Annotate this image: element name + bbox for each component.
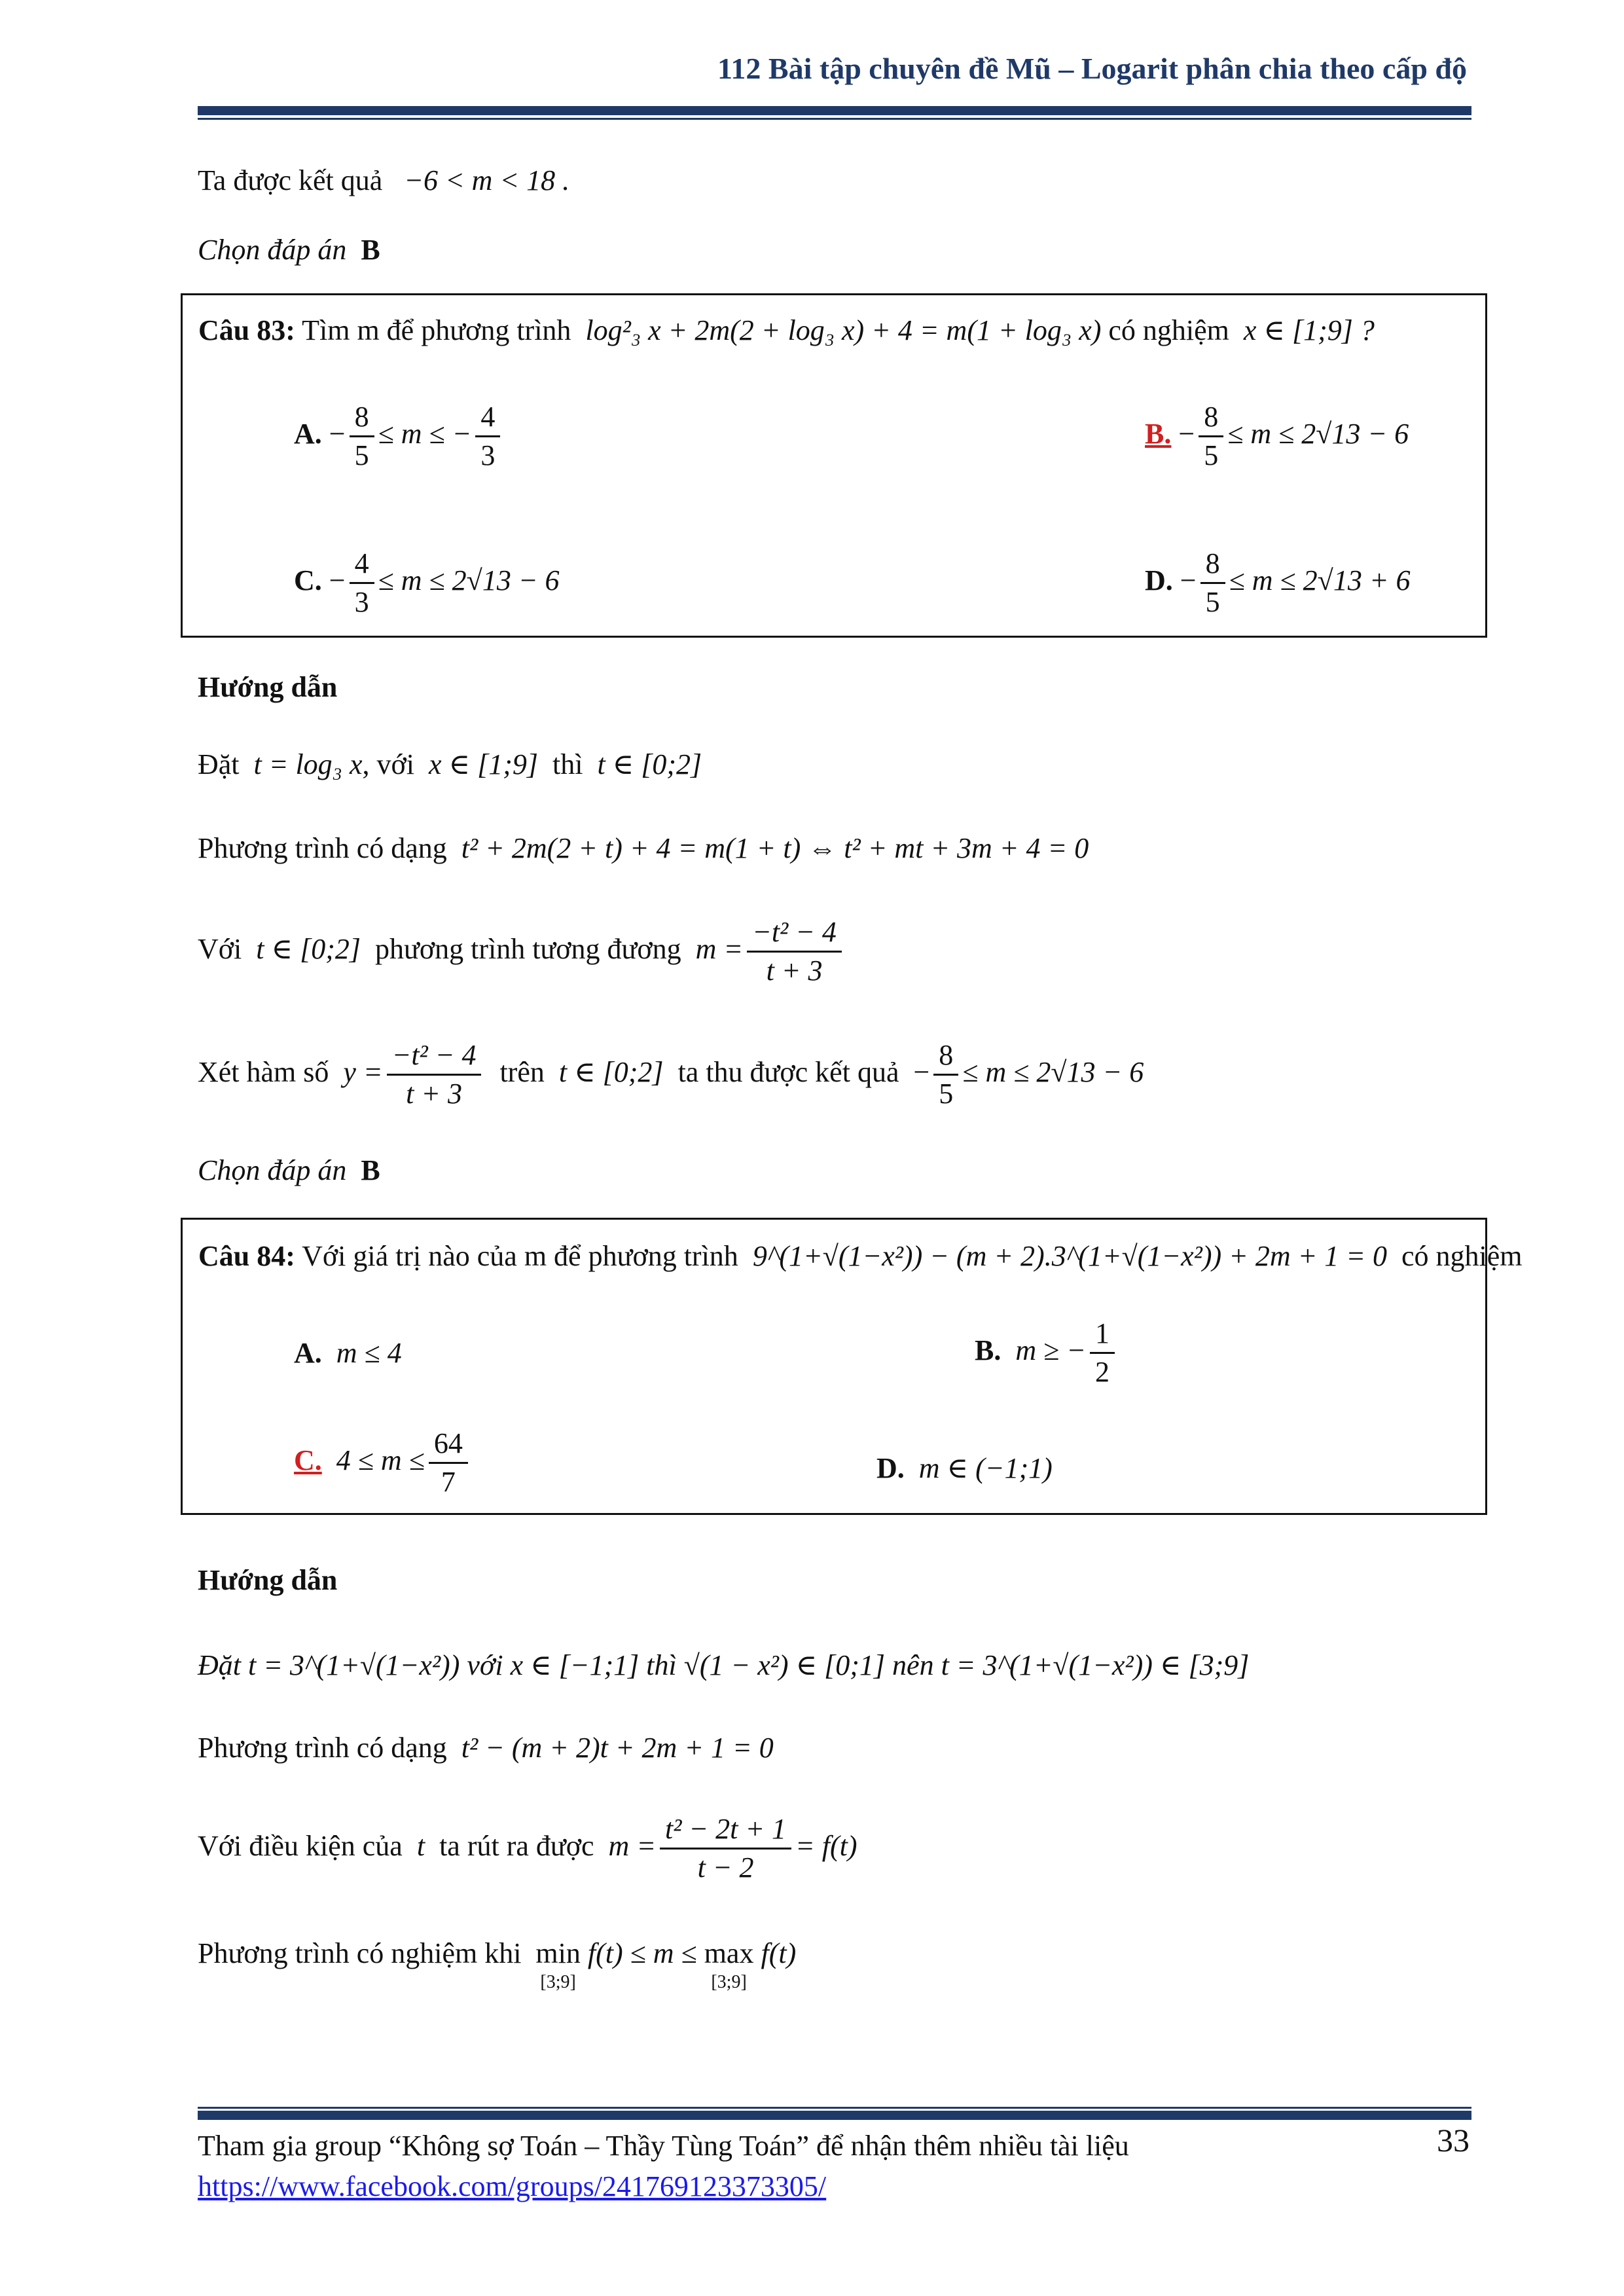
fraction-num: 1 — [1090, 1318, 1115, 1354]
fraction — [1199, 401, 1223, 472]
max-subscript: [3;9] — [711, 1971, 747, 1992]
fraction-den: 3 — [354, 586, 369, 619]
fraction-den: 5 — [939, 1078, 954, 1110]
fraction — [475, 401, 500, 472]
fraction-num: 8 — [1199, 401, 1223, 437]
text: trên — [499, 1055, 545, 1088]
question-84-box — [181, 1218, 1523, 1515]
math: − — [913, 1055, 930, 1088]
option-mid: ≤ m ≤ − — [378, 417, 472, 450]
math: t² + 2m(2 + t) + 4 = m(1 + t) ⇔ t² + mt + 3m + 4 = 0 — [461, 832, 1089, 864]
option-sign: − — [1180, 564, 1197, 596]
fraction-den: 3 — [480, 439, 496, 472]
text: Phương trình có nghiệm khi — [198, 1937, 522, 1969]
guide-84-title: Hướng dẫn — [198, 1564, 338, 1596]
fraction-num: 8 — [1200, 548, 1225, 584]
choose-value: B — [361, 234, 380, 266]
math: t² − (m + 2)t + 2m + 1 = 0 — [461, 1732, 774, 1764]
footer-text: Tham gia group “Không sợ Toán – Thầy Tùng Toán” để nhận thêm nhiều tài liệu — [198, 2130, 1129, 2162]
fraction — [1200, 548, 1225, 619]
option-letter: A. — [294, 1337, 322, 1369]
choose-answer-line — [198, 233, 380, 268]
max-operator — [704, 1937, 754, 1993]
fraction — [1090, 1318, 1115, 1389]
question-84-text: Với giá trị nào của m để phương trình — [302, 1240, 738, 1272]
footer-group-link[interactable]: https://www.facebook.com/groups/241769123373305/ — [198, 2170, 827, 2202]
fraction-den: 7 — [441, 1466, 456, 1499]
option-letter-correct: B. — [1145, 417, 1172, 450]
math: t ∈ [0;2] — [597, 748, 702, 780]
option-d — [876, 1451, 1053, 1486]
guide-83-line-1 — [198, 748, 702, 782]
option-text: 4 ≤ m ≤ — [336, 1444, 425, 1476]
option-letter: D. — [876, 1452, 905, 1484]
header-title: 112 Bài tập chuyên đề Mũ – Logarit phân chia theo cấp độ — [717, 52, 1467, 85]
math: x ∈ [1;9] — [429, 748, 538, 780]
fraction-num: 4 — [350, 548, 374, 584]
option-letter: B. — [975, 1334, 1001, 1366]
fraction-den: t − 2 — [697, 1851, 754, 1884]
option-b — [975, 1318, 1119, 1389]
fraction — [660, 1813, 791, 1884]
option-letter: C. — [294, 564, 322, 596]
fraction-num: 8 — [350, 401, 374, 437]
option-sign: − — [329, 564, 346, 596]
math: t = log₃ x — [253, 748, 363, 780]
question-83-text: Tìm m để phương trình — [302, 314, 571, 346]
footer-rule-thin — [198, 2107, 1471, 2109]
fraction-num: −t² − 4 — [747, 917, 842, 953]
min-label: min — [535, 1937, 581, 1969]
fraction-den: 2 — [1094, 1356, 1110, 1389]
page-number: 33 — [1437, 2122, 1470, 2159]
text: thì — [552, 748, 583, 780]
question-83-stem — [198, 314, 1375, 348]
result-text: Ta được kết quả — [198, 164, 383, 196]
option-d — [1145, 548, 1411, 619]
question-84-stem — [198, 1239, 1523, 1274]
option-letter-correct: C. — [294, 1444, 322, 1476]
text: phương trình tương đương — [374, 932, 681, 965]
question-84-tail: có nghiệm — [1401, 1240, 1523, 1272]
text: Xét hàm số — [198, 1055, 329, 1088]
result-expr: −6 < m < 18 . — [404, 164, 570, 196]
text: Phương trình có dạng — [198, 832, 447, 864]
fraction — [350, 548, 374, 619]
fraction-num: 4 — [475, 401, 500, 437]
option-text: m ∈ (−1;1) — [918, 1452, 1053, 1484]
guide-83-choose — [198, 1154, 380, 1188]
choose-label: Chọn đáp án — [198, 1154, 347, 1186]
math: ≤ m ≤ 2√13 − 6 — [962, 1055, 1144, 1088]
fraction — [747, 917, 842, 987]
fraction-den: t + 3 — [406, 1078, 462, 1110]
text: Với điều kiện của — [198, 1829, 403, 1862]
math: y = — [343, 1055, 383, 1088]
fraction-den: t + 3 — [766, 955, 823, 987]
min-operator — [535, 1937, 580, 1993]
guide-84-line-1: Đặt t = 3^(1+√(1−x²)) với x ∈ [−1;1] thì √(1 − x²) ∈ [0;1] nên t = 3^(1+√(1−x²)) ∈ [3;9] — [198, 1649, 1250, 1681]
option-sign: − — [1178, 417, 1195, 450]
text: Với — [198, 932, 242, 965]
question-84-equation: 9^(1+√(1−x²)) − (m + 2).3^(1+√(1−x²)) + 2m + 1 = 0 — [752, 1240, 1387, 1272]
fraction-den: 5 — [354, 439, 369, 472]
question-83-tail: có nghiệm — [1108, 314, 1229, 346]
fraction-num: 64 — [429, 1428, 468, 1464]
guide-83-line-4 — [198, 1040, 1144, 1110]
option-mid: ≤ m ≤ 2√13 − 6 — [1227, 417, 1409, 450]
option-letter: A. — [294, 417, 322, 450]
guide-83-title: Hướng dẫn — [198, 671, 338, 703]
fraction — [350, 401, 374, 472]
fraction-num: 8 — [933, 1040, 958, 1076]
option-c — [294, 1428, 472, 1499]
fraction-num: −t² − 4 — [387, 1040, 482, 1076]
option-mid: ≤ m ≤ 2√13 − 6 — [378, 564, 560, 596]
question-84-label: Câu 84: — [198, 1240, 295, 1272]
math: m = — [695, 932, 744, 965]
footer-rule — [198, 2111, 1471, 2120]
option-letter: D. — [1145, 564, 1173, 596]
math: t ∈ [0;2] — [256, 932, 361, 965]
text: , với — [362, 748, 414, 780]
option-b — [1145, 401, 1409, 472]
option-sign: − — [329, 417, 346, 450]
text: ta rút ra được — [439, 1829, 594, 1862]
math: f(t) ≤ m ≤ — [587, 1937, 697, 1969]
option-text: m ≥ − — [1015, 1334, 1086, 1366]
choose-value: B — [361, 1154, 380, 1186]
fraction-den: 5 — [1204, 439, 1219, 472]
option-mid: ≤ m ≤ 2√13 + 6 — [1229, 564, 1411, 596]
fraction-den: 5 — [1205, 586, 1220, 619]
fraction — [429, 1428, 468, 1499]
math: f(t) — [761, 1937, 797, 1969]
guide-83-line-2 — [198, 831, 1089, 866]
math: t — [416, 1829, 425, 1862]
math: = f(t) — [795, 1829, 857, 1862]
question-83-condition: x ∈ [1;9] ? — [1243, 314, 1375, 346]
question-83-equation: log²₃ x + 2m(2 + log₃ x) + 4 = m(1 + log₃ x) — [585, 314, 1102, 346]
fraction — [933, 1040, 958, 1110]
fraction-num: t² − 2t + 1 — [660, 1813, 791, 1850]
guide-84-line-4 — [198, 1937, 796, 1993]
guide-83-line-3 — [198, 917, 846, 987]
header-rule-thin — [198, 118, 1471, 120]
text: Phương trình có dạng — [198, 1732, 447, 1764]
option-text: m ≤ 4 — [336, 1337, 402, 1369]
math: t ∈ [0;2] — [558, 1055, 664, 1088]
fraction — [387, 1040, 482, 1110]
choose-label: Chọn đáp án — [198, 234, 347, 266]
question-83-box — [181, 293, 1487, 638]
max-label: max — [704, 1937, 754, 1969]
option-a — [294, 401, 504, 472]
question-83-label: Câu 83: — [198, 314, 295, 346]
option-a — [294, 1336, 402, 1371]
option-c — [294, 548, 560, 619]
text: Đặt — [198, 748, 240, 780]
guide-84-line-3 — [198, 1813, 857, 1884]
min-subscript: [3;9] — [540, 1971, 576, 1992]
result-line — [198, 164, 569, 198]
math: m = — [608, 1829, 657, 1862]
text: ta thu được kết quả — [677, 1055, 899, 1088]
guide-84-line-2 — [198, 1731, 774, 1766]
header-rule — [198, 106, 1471, 115]
